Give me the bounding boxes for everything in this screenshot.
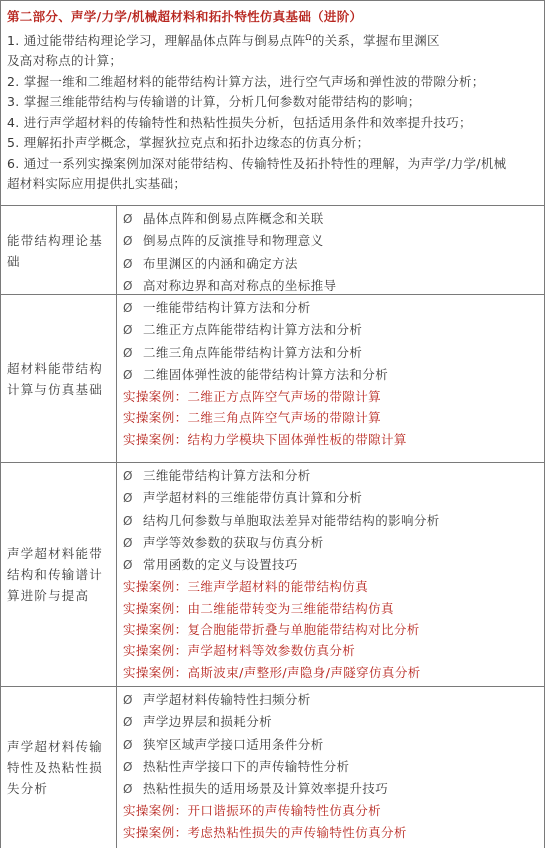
bullet-item: [123, 487, 544, 509]
intro-point: 6. 通过一系列实操案例加深对能带结构、传输特性及拓扑特性的理解，为声学/力学/机械: [7, 155, 507, 171]
module-items: [117, 206, 544, 294]
bullet-icon: Ø: [123, 301, 133, 315]
module-title: 声学超材料传输特性及热粘性损失分析: [1, 687, 117, 848]
bullet-text: 二维三角点阵能带结构计算方法和分析: [143, 344, 363, 360]
bullet-item: [123, 253, 544, 275]
bullet-item: [123, 319, 544, 341]
bullet-text: 一维能带结构计算方法和分析: [143, 300, 311, 315]
bullet-item: [123, 342, 544, 364]
bullet-text: 三维能带结构计算方法和分析: [143, 468, 311, 483]
bullet-item: [123, 554, 544, 576]
module-row: [1, 206, 544, 295]
bullet-item: [123, 275, 544, 297]
bullet-text: 高对称边界和高对称点的坐标推导: [143, 277, 337, 293]
bullet-icon: Ø: [123, 212, 133, 226]
bullet-item: [123, 364, 544, 386]
module-items: [117, 687, 544, 848]
bullet-item: [123, 465, 544, 487]
bullet-icon: Ø: [123, 737, 133, 752]
bullet-item: [123, 778, 544, 800]
bullet-item: [123, 208, 544, 230]
module-row: [1, 463, 544, 687]
bullet-icon: Ø: [123, 278, 133, 293]
bullet-icon: Ø: [123, 782, 133, 797]
module-title: 能带结构理论基础: [1, 206, 117, 294]
practice-case: 实操案例：开口谐振环的声传输特性仿真分析: [123, 803, 382, 819]
intro-point: 超材料实际应用提供扎实基础；: [7, 176, 187, 191]
bullet-icon: Ø: [123, 491, 133, 506]
bullet-item: [123, 711, 544, 733]
bullet-text: 热粘性声学接口下的声传输特性分析: [143, 758, 350, 774]
bullet-text: 狭窄区域声学接口适用条件分析: [143, 736, 324, 752]
module-items: [117, 295, 544, 462]
bullet-text: 布里渊区的内涵和确定方法: [143, 255, 298, 271]
practice-case: 实操案例：声学超材料等效参数仿真分析: [123, 643, 356, 659]
bullet-item: [123, 734, 544, 756]
bullet-text: 声学超材料的三维能带仿真计算和分析: [143, 490, 363, 506]
bullet-text: 声学边界层和损耗分析: [143, 714, 273, 730]
bullet-item: [123, 689, 544, 711]
bullet-text: 常用函数的定义与设置技巧: [143, 557, 298, 573]
section-title: 第二部分、声学/力学/机械超材料和拓扑特性仿真基础（进阶）: [7, 9, 363, 24]
bullet-icon: Ø: [123, 234, 133, 249]
practice-case: 实操案例：三维声学超材料的能带结构仿真: [123, 579, 369, 595]
sup-mark: Ω: [305, 32, 312, 42]
bullet-icon: Ø: [123, 367, 133, 382]
bullet-icon: Ø: [123, 558, 133, 573]
intro-point: 4. 进行声学超材料的传输特性和热粘性损失分析，包括适用条件和效率提升技巧；: [7, 114, 472, 130]
intro-point: 及高对称点的计算；: [7, 53, 123, 68]
module-row: [1, 687, 544, 848]
bullet-item: [123, 532, 544, 554]
practice-case: 实操案例：二维三角点阵空气声场的带隙计算: [123, 410, 382, 426]
practice-case: 实操案例：由二维能带转变为三维能带结构仿真: [123, 600, 394, 616]
bullet-text: 倒易点阵的反演推导和物理意义: [143, 233, 324, 249]
bullet-icon: Ø: [123, 759, 133, 774]
bullet-text: 晶体点阵和倒易点阵概念和关联: [143, 211, 324, 226]
intro-point: 1. 通过能带结构理论学习，理解晶体点阵与倒易点阵$^\Omega$的关系，掌握布里渊区: [7, 32, 440, 48]
intro-point: 3. 掌握三维能带结构与传输谱的计算，分析几何参数对能带结构的影响；: [7, 94, 421, 109]
bullet-icon: Ø: [123, 715, 133, 730]
practice-case: 实操案例：复合胞能带折叠与单胞能带结构对比分析: [123, 622, 420, 638]
bullet-item: [123, 230, 544, 252]
intro-point: 5. 理解拓扑声学概念，掌握狄拉克点和拓扑边缘态的仿真分析；: [7, 135, 370, 150]
bullet-icon: Ø: [123, 323, 133, 338]
module-row: [1, 295, 544, 463]
bullet-item: [123, 297, 544, 319]
bullet-text: 结构几何参数与单胞取法差异对能带结构的影响分析: [143, 512, 440, 528]
bullet-item: [123, 510, 544, 532]
module-title: 超材料能带结构计算与仿真基础: [1, 295, 117, 462]
bullet-icon: Ø: [123, 469, 133, 483]
intro-section: [1, 1, 544, 206]
bullet-icon: Ø: [123, 345, 133, 360]
practice-case: 实操案例：高斯波束/声整形/声隐身/声隧穿仿真分析: [123, 664, 421, 680]
bullet-icon: Ø: [123, 693, 133, 707]
practice-case: 实操案例：结构力学模块下固体弹性板的带隙计算: [123, 431, 407, 447]
module-title: 声学超材料能带结构和传输谱计算进阶与提高: [1, 463, 117, 686]
bullet-item: [123, 756, 544, 778]
bullet-text: 声学等效参数的获取与仿真分析: [143, 534, 324, 550]
module-items: [117, 463, 544, 686]
bullet-icon: Ø: [123, 256, 133, 271]
bullet-text: 二维固体弹性波的能带结构计算方法和分析: [143, 366, 389, 382]
bullet-text: 热粘性损失的适用场景及计算效率提升技巧: [143, 781, 389, 797]
bullet-icon: Ø: [123, 535, 133, 550]
bullet-icon: Ø: [123, 513, 133, 528]
bullet-text: 声学超材料传输特性扫频分析: [143, 692, 311, 707]
intro-point: 2. 掌握一维和二维超材料的能带结构计算方法，进行空气声场和弹性波的带隙分析；: [7, 73, 485, 89]
bullet-text: 二维正方点阵能带结构计算方法和分析: [143, 322, 363, 338]
practice-case: 实操案例：二维正方点阵空气声场的带隙计算: [123, 389, 382, 405]
practice-case: 实操案例：考虑热粘性损失的声传输特性仿真分析: [123, 824, 407, 840]
